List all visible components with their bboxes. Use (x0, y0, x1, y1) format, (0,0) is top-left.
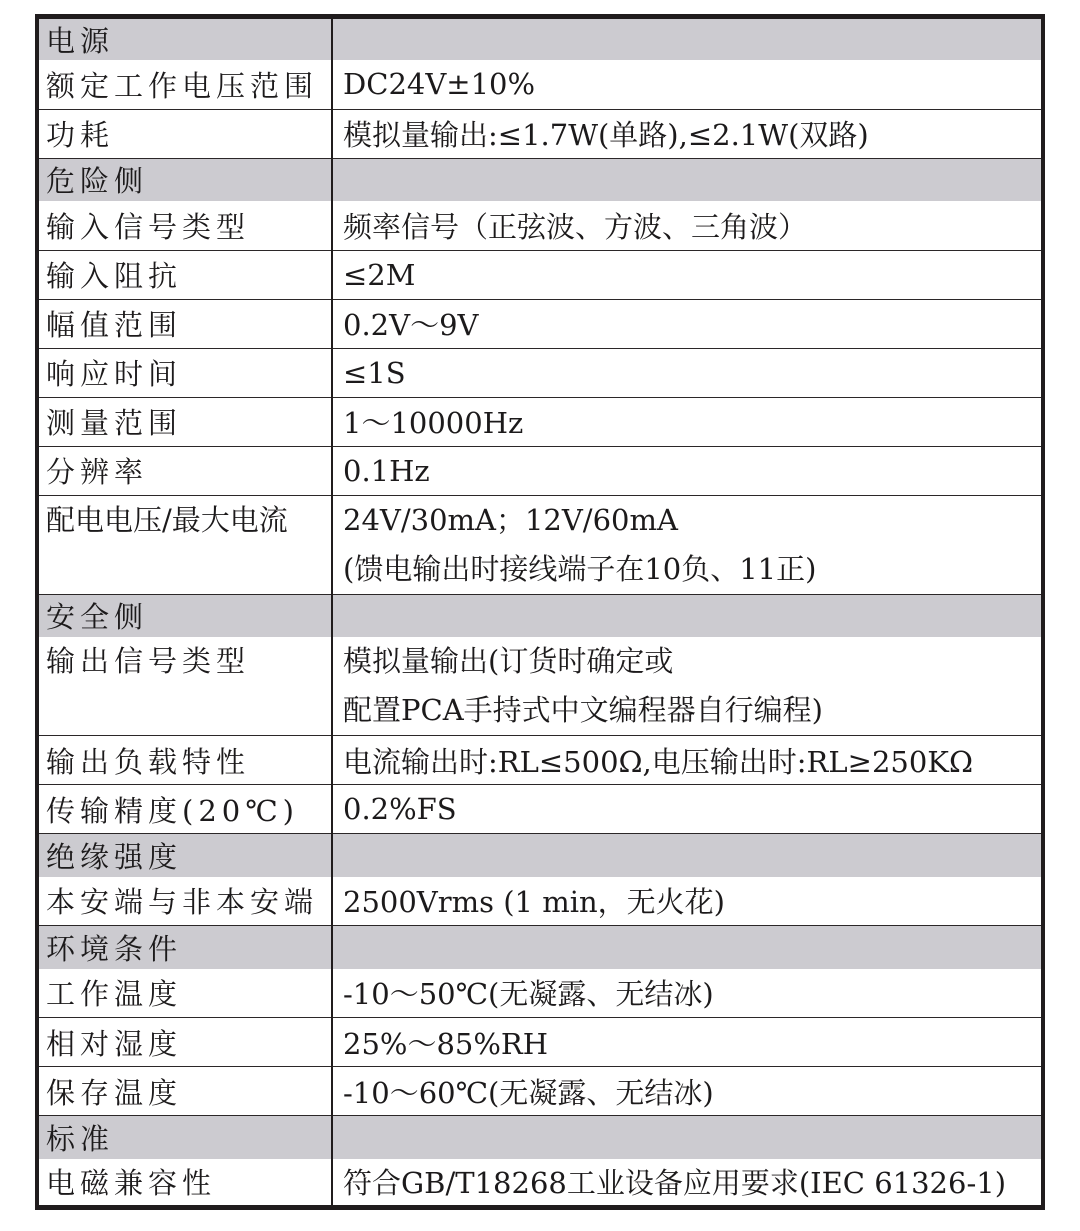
spec-label: 配电电压/最大电流 (37, 495, 332, 594)
spec-row (37, 109, 1043, 158)
spec-row (37, 785, 1043, 834)
section-label: 绝缘强度 (37, 834, 332, 877)
spec-row (37, 299, 1043, 348)
spec-row (37, 969, 1043, 1018)
spec-value (332, 877, 1043, 926)
spec-value-line: ≤2M (343, 257, 416, 292)
spec-label: 传输精度(20℃) (37, 785, 332, 834)
section-label: 安全侧 (37, 594, 332, 637)
spec-value (332, 299, 1043, 348)
spec-row (37, 736, 1043, 785)
spec-label: 工作温度 (37, 969, 332, 1018)
spec-value (332, 201, 1043, 250)
spec-value (332, 250, 1043, 299)
spec-value-line: 24V/30mA；12V/60mA (343, 502, 678, 537)
spec-label: 额定工作电压范围 (37, 60, 332, 109)
spec-value-line: 配置PCA手持式中文编程器自行编程) (343, 693, 823, 727)
spec-value-line: 模拟量输出(订货时确定或 (343, 644, 674, 678)
spec-value-line: DC24V±10% (343, 67, 536, 102)
spec-row (37, 877, 1043, 926)
spec-value (332, 348, 1043, 397)
section-row (37, 594, 1043, 637)
spec-row (37, 250, 1043, 299)
spec-value (332, 446, 1043, 495)
spec-value (332, 109, 1043, 158)
spec-row (37, 60, 1043, 109)
spec-value-line: 电流输出时:RL≤500Ω,电压输出时:RL≥250KΩ (343, 744, 973, 779)
spec-value-line: 0.1Hz (343, 453, 430, 488)
spec-label: 幅值范围 (37, 299, 332, 348)
spec-value (332, 60, 1043, 109)
section-row (37, 17, 1043, 61)
spec-value (332, 1067, 1043, 1116)
spec-row (37, 1067, 1043, 1116)
spec-label: 保存温度 (37, 1067, 332, 1116)
section-label: 危险侧 (37, 158, 332, 201)
spec-label: 输入信号类型 (37, 201, 332, 250)
section-label: 标准 (37, 1116, 332, 1159)
spec-value-line: 频率信号（正弦波、方波、三角波） (343, 209, 808, 244)
spec-label: 本安端与非本安端 (37, 877, 332, 926)
spec-label: 响应时间 (37, 348, 332, 397)
spec-value-line: -10～50℃(无凝露、无结冰) (343, 977, 714, 1012)
spec-row (37, 1159, 1043, 1208)
spec-value (332, 397, 1043, 446)
spec-value-line: 符合GB/T18268工业设备应用要求(IEC 61326-1) (343, 1166, 1007, 1201)
spec-value-line: (馈电输出时接线端子在10负、11正) (343, 551, 817, 586)
spec-row (37, 397, 1043, 446)
spec-value (332, 637, 1043, 736)
spec-label: 测量范围 (37, 397, 332, 446)
spec-row (37, 495, 1043, 594)
spec-value (332, 926, 1043, 969)
spec-value (332, 17, 1043, 61)
spec-value (332, 158, 1043, 201)
section-row (37, 1116, 1043, 1159)
spec-value (332, 1116, 1043, 1159)
spec-value (332, 834, 1043, 877)
spec-row (37, 446, 1043, 495)
spec-label: 电磁兼容性 (37, 1159, 332, 1208)
section-label: 环境条件 (37, 926, 332, 969)
spec-value-line: 2500Vrms (1 min，无火花) (343, 885, 725, 920)
spec-row (37, 637, 1043, 736)
spec-row (37, 348, 1043, 397)
spec-value (332, 1018, 1043, 1067)
section-row (37, 926, 1043, 969)
section-row (37, 834, 1043, 877)
spec-row (37, 201, 1043, 250)
spec-table-body (37, 17, 1043, 1208)
spec-label: 输出负载特性 (37, 736, 332, 785)
spec-value-line: 1～10000Hz (343, 406, 524, 440)
spec-label: 输入阻抗 (37, 250, 332, 299)
spec-label: 分辨率 (37, 446, 332, 495)
spec-value-line: -10～60℃(无凝露、无结冰) (343, 1075, 714, 1110)
spec-value (332, 785, 1043, 834)
spec-value (332, 736, 1043, 785)
spec-label: 相对湿度 (37, 1018, 332, 1067)
spec-value (332, 969, 1043, 1018)
spec-value-line: 0.2%FS (343, 792, 457, 826)
section-label: 电源 (37, 17, 332, 61)
spec-label: 输出信号类型 (37, 637, 332, 736)
spec-table (35, 14, 1045, 1210)
spec-value-line: 0.2V～9V (343, 308, 479, 342)
spec-value-line: 模拟量输出:≤1.7W(单路),≤2.1W(双路) (343, 118, 869, 152)
spec-value (332, 594, 1043, 637)
spec-value-line: ≤1S (343, 355, 406, 390)
spec-value (332, 495, 1043, 594)
spec-value (332, 1159, 1043, 1208)
spec-value-line: 25%～85%RH (343, 1026, 549, 1061)
spec-row (37, 1018, 1043, 1067)
spec-label: 功耗 (37, 109, 332, 158)
section-row (37, 158, 1043, 201)
